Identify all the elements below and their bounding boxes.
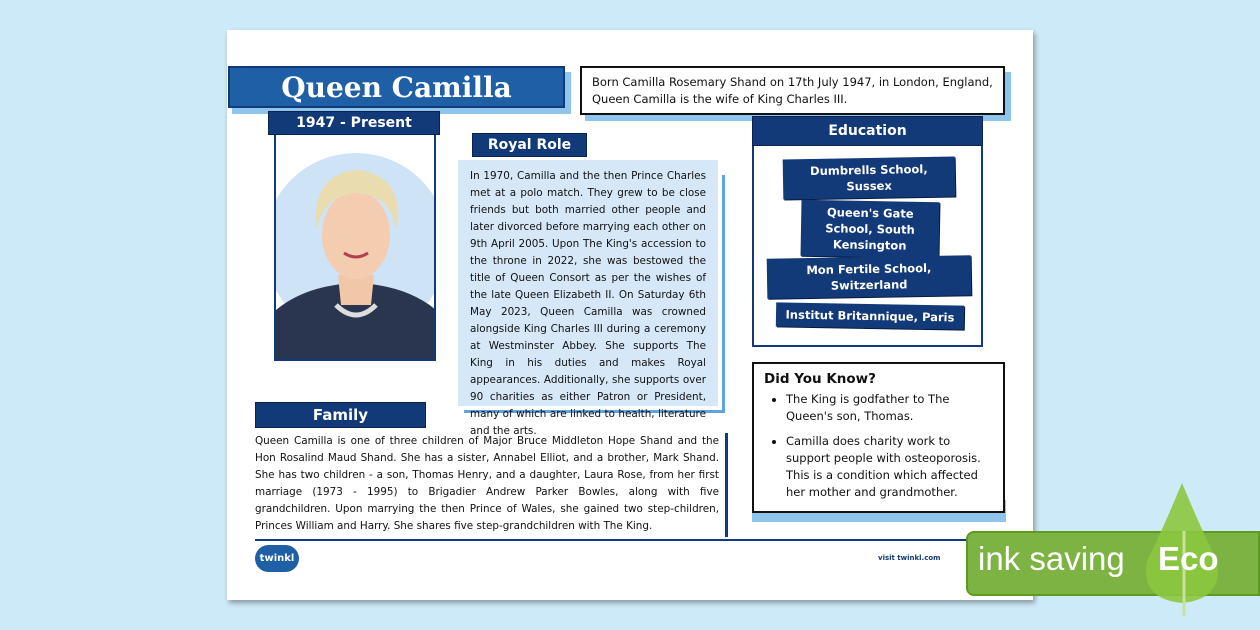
fact-item: • The King is godfather to The Queen's son, Thomas. (786, 391, 993, 425)
education-heading: Education (752, 116, 983, 146)
education-item: Mon Fertile School, Switzerland (767, 255, 972, 299)
eco-label: Eco (1158, 540, 1219, 577)
footer-divider (255, 539, 1033, 541)
education-item: Dumbrells School, Sussex (783, 157, 956, 200)
family-heading: Family (255, 402, 426, 428)
ink-saving-label: ink saving (978, 540, 1125, 577)
education-item: Institut Britannique, Paris (776, 302, 964, 329)
education-item: Queen's Gate School, South Kensington (801, 200, 940, 258)
footer-url[interactable]: visit twinkl.com (878, 554, 941, 562)
did-you-know-box (752, 362, 1005, 513)
education-box (752, 146, 983, 347)
dates-label: 1947 - Present (268, 111, 440, 135)
portrait (274, 135, 436, 361)
twinkl-logo: twinkl (255, 545, 299, 572)
family-text: Queen Camilla is one of three children of Major Bruce Middleton Hope Shand and the Hon Rosalind Maud Shand. She has a sister, Annabel Elliot, and a brother, Mark Shand. She has two children - a son, Thomas Henry, and a daughter, Laura Rose, from her first marriage (1973 - 1995) to Brigadier Andrew Parker Bowles, along with five grandchildren. Upon marrying the then Prince of Wales, she gained two step-children, Princes William and Harry. She shares five step-grandchildren with The King. (255, 433, 728, 537)
fact-item: • Camilla does charity work to support people with osteoporosis. This is a condition which affected her mother and grandmother. (786, 433, 993, 501)
royal-role-text: In 1970, Camilla and the then Prince Charles met at a polo match. They grew to be close friends but both married other people and later divorced before marrying each other on 9th April 2005. Upon The King's accession to the throne in 2022, she was bestowed the title of Queen Consort as per the wishes of the late Queen Elizabeth II. On Saturday 6th May 2023, Queen Camilla was crowned alongside King Charles III during a ceremony at Westminster Abbey. She supports The King in his duties and makes Royal appearances. Additionally, she supports over 90 charities as either Patron or President, many of which are linked to health, literature and the arts. (458, 160, 718, 406)
page-title: Queen Camilla (228, 66, 565, 108)
did-you-know-heading: Did You Know? (764, 371, 876, 387)
intro-text: Born Camilla Rosemary Shand on 17th July 1947, in London, England, Queen Camilla is the wife of King Charles III. (580, 66, 1005, 115)
royal-role-heading: Royal Role (472, 133, 587, 157)
portrait-illustration (276, 135, 436, 361)
